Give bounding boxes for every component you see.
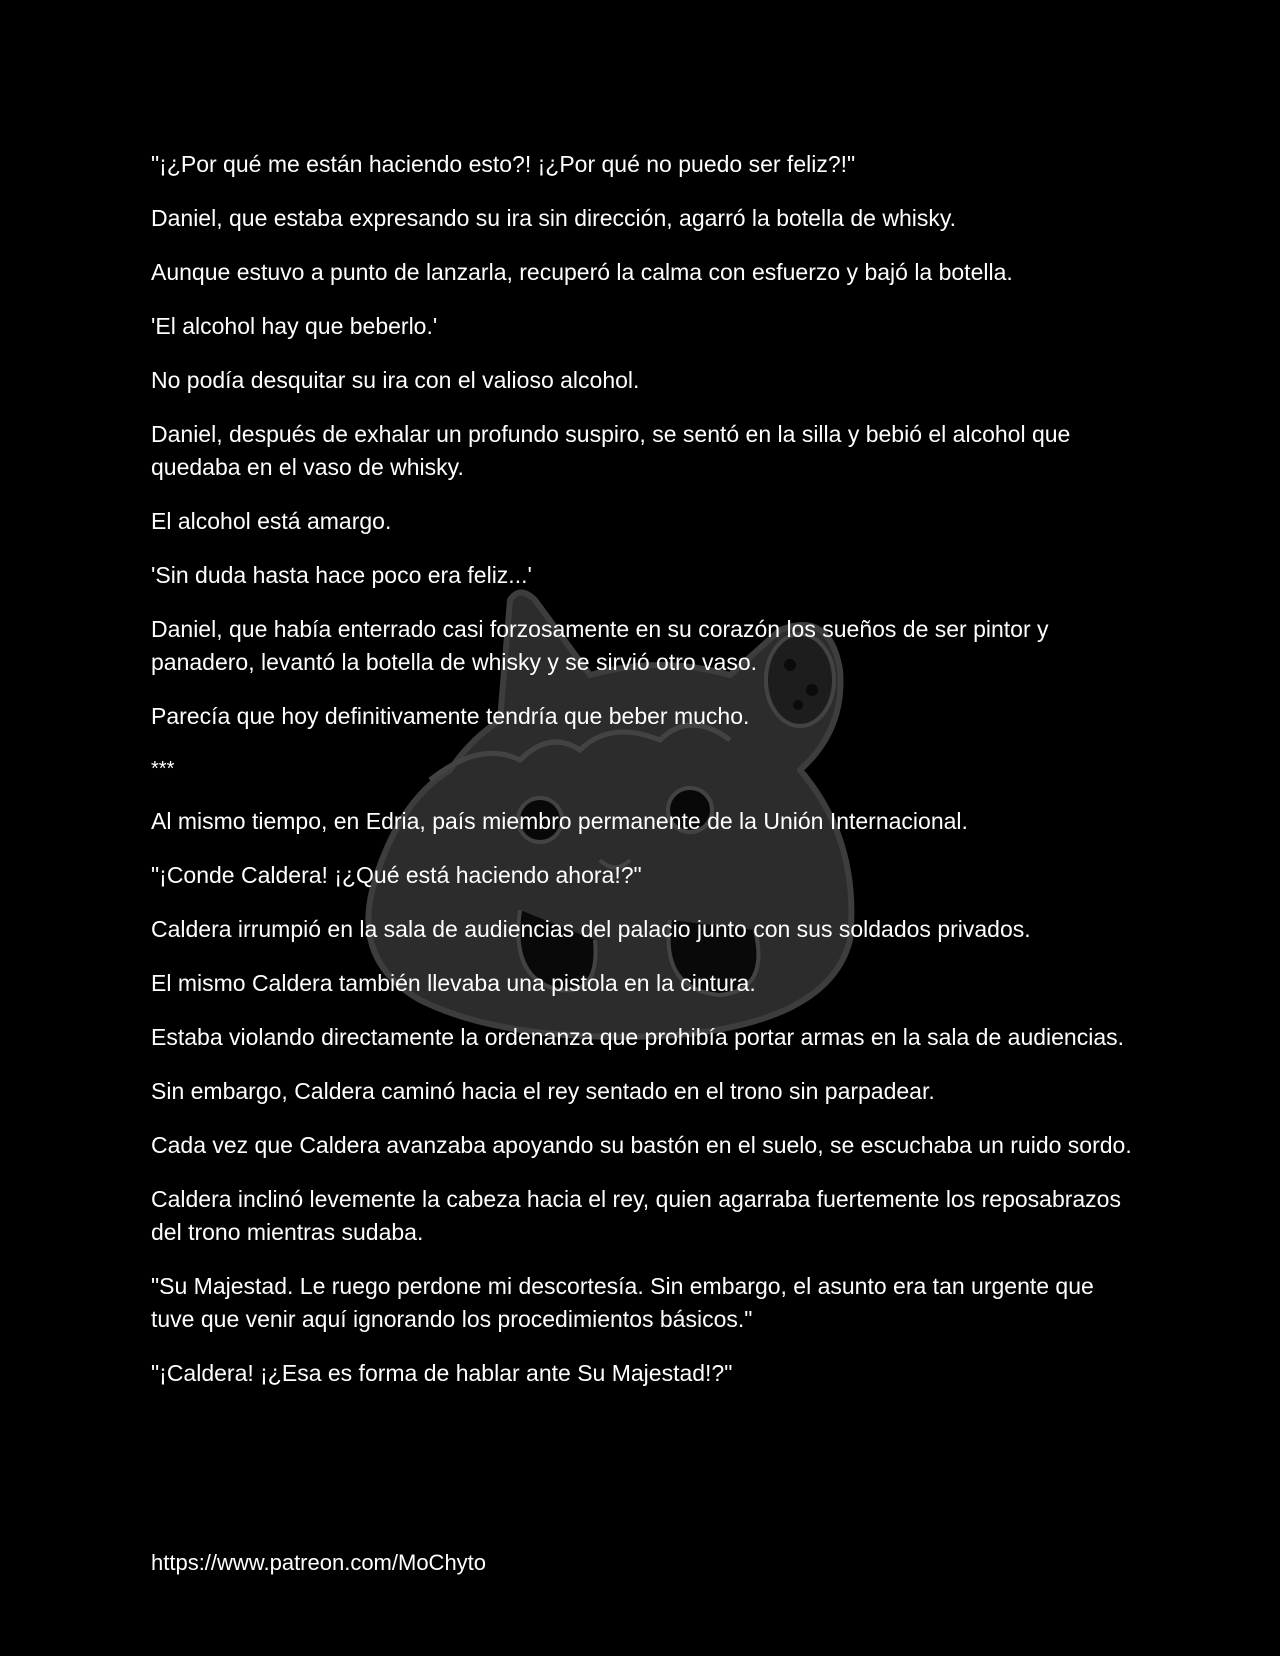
paragraph: "¡Conde Caldera! ¡¿Qué está haciendo ahora!?" bbox=[151, 862, 642, 888]
paragraph: Al mismo tiempo, en Edria, país miembro permanente de la Unión Internacional. bbox=[151, 808, 968, 834]
paragraph: No podía desquitar su ira con el valioso alcohol. bbox=[151, 367, 640, 393]
paragraph: "¡¿Por qué me están haciendo esto?! ¡¿Por qué no puedo ser feliz?!" bbox=[151, 151, 856, 177]
paragraph: Aunque estuvo a punto de lanzarla, recuperó la calma con esfuerzo y bajó la botella. bbox=[151, 259, 1013, 285]
paragraph: Estaba violando directamente la ordenanza que prohibía portar armas en la sala de audiencias. bbox=[151, 1024, 1125, 1050]
paragraph: Daniel, que había enterrado casi forzosamente en su corazón los sueños de ser pintor y panadero, levantó la botella de whisky y se sirvió otro vaso. bbox=[151, 616, 1049, 675]
paragraph: El alcohol está amargo. bbox=[151, 508, 392, 534]
paragraph: Caldera irrumpió en la sala de audiencias del palacio junto con sus soldados privados. bbox=[151, 916, 1031, 942]
paragraph: 'El alcohol hay que beberlo.' bbox=[151, 313, 438, 339]
chapter-text bbox=[151, 148, 1136, 1411]
paragraph: Cada vez que Caldera avanzaba apoyando su bastón en el suelo, se escuchaba un ruido sordo. bbox=[151, 1132, 1132, 1158]
paragraph: Daniel, después de exhalar un profundo suspiro, se sentó en la silla y bebió el alcohol que quedaba en el vaso de whisky. bbox=[151, 421, 1071, 480]
paragraph: Parecía que hoy definitivamente tendría que beber mucho. bbox=[151, 703, 750, 729]
paragraph: El mismo Caldera también llevaba una pistola en la cintura. bbox=[151, 970, 756, 996]
paragraph: Caldera inclinó levemente la cabeza hacia el rey, quien agarraba fuertemente los reposabrazos del trono mientras sudaba. bbox=[151, 1186, 1121, 1245]
paragraph: "Su Majestad. Le ruego perdone mi descortesía. Sin embargo, el asunto era tan urgente que tuve que venir aquí ignorando los procedimientos básicos." bbox=[151, 1273, 1094, 1332]
paragraph: Sin embargo, Caldera caminó hacia el rey sentado en el trono sin parpadear. bbox=[151, 1078, 935, 1104]
paragraph: "¡Caldera! ¡¿Esa es forma de hablar ante Su Majestad!?" bbox=[151, 1360, 733, 1386]
paragraph: 'Sin duda hasta hace poco era feliz...' bbox=[151, 562, 532, 588]
patreon-link[interactable]: https://www.patreon.com/MoChyto bbox=[151, 1550, 487, 1575]
paragraph: Daniel, que estaba expresando su ira sin dirección, agarró la botella de whisky. bbox=[151, 205, 957, 231]
scene-separator: *** bbox=[151, 758, 175, 780]
